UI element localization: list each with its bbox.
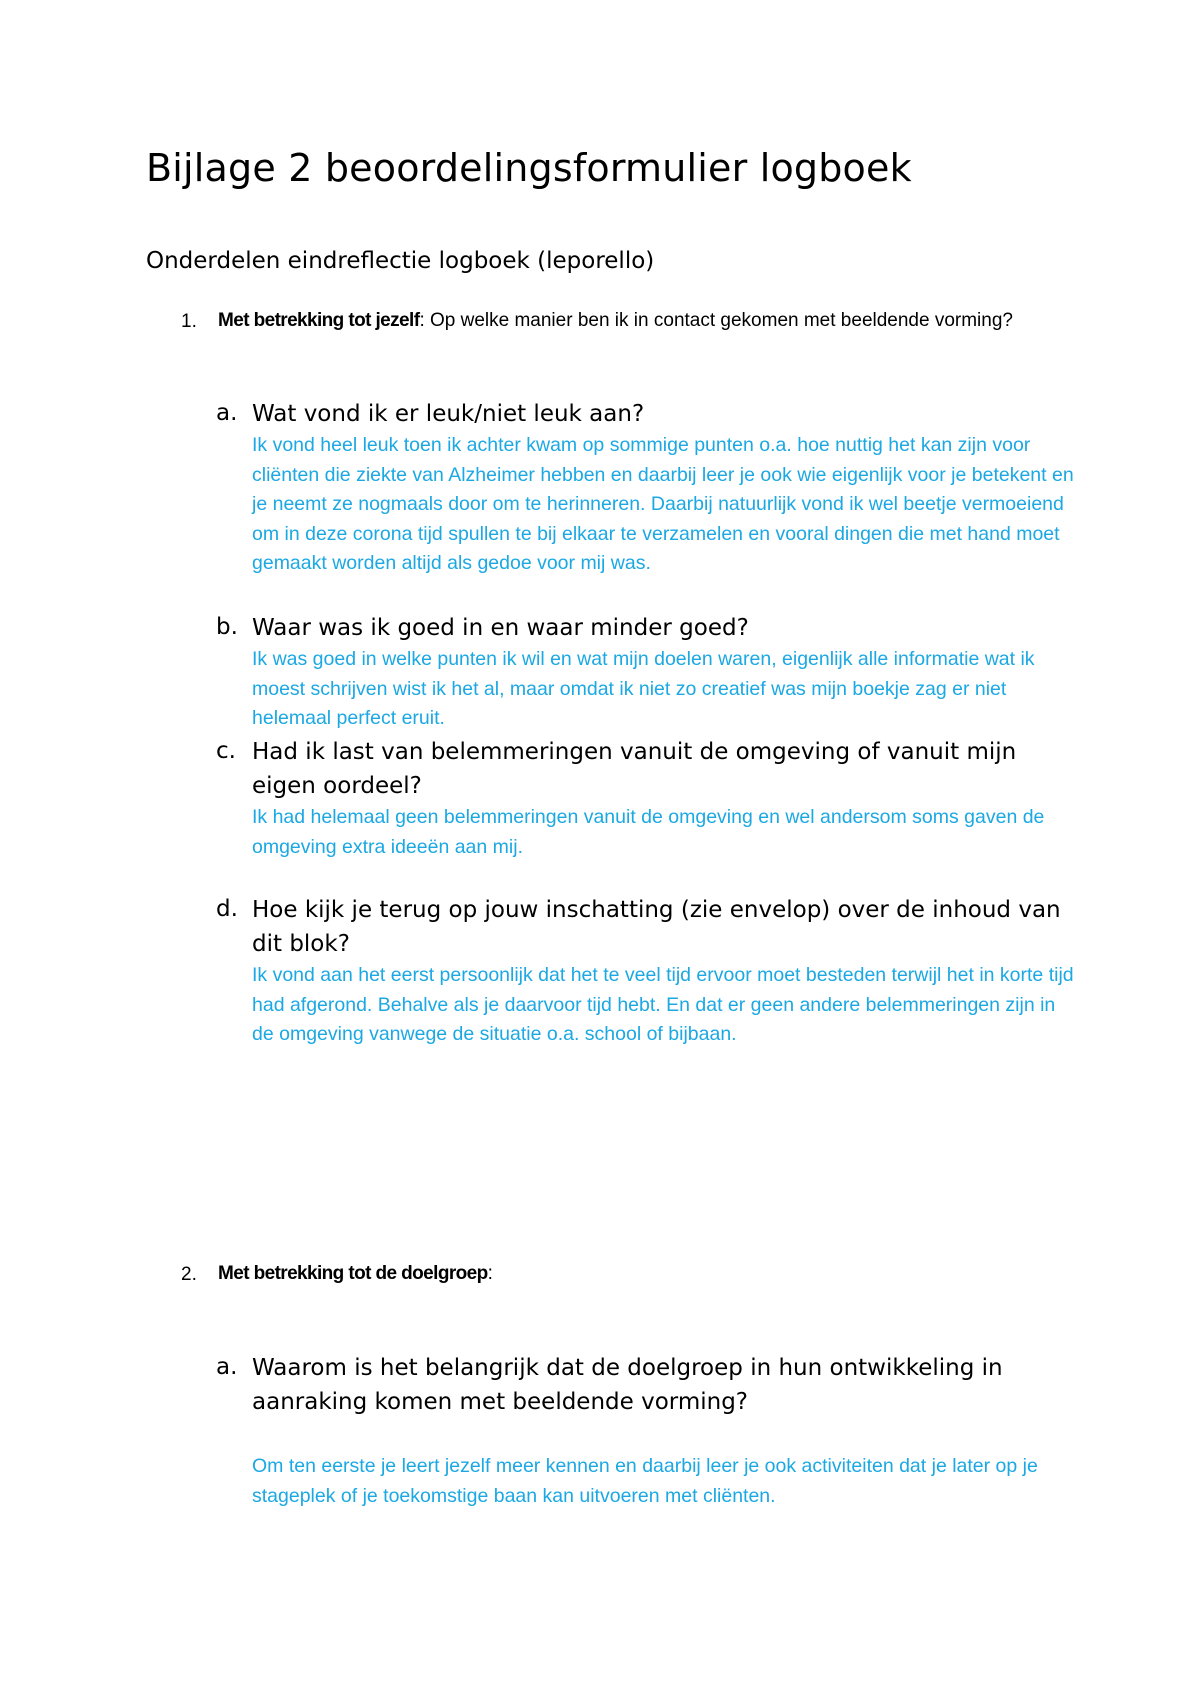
question-1d-letter: d. — [216, 896, 238, 922]
section-1-number: 1. — [181, 311, 197, 332]
section-2-number: 2. — [181, 1264, 197, 1285]
section-1-bold-label: Met betrekking tot jezelf — [218, 310, 420, 331]
question-1b-letter: b. — [216, 614, 238, 640]
document-subtitle: Onderdelen eindreflectie logboek (leporello) — [146, 248, 655, 274]
answer-1b: Ik was goed in welke punten ik wil en wat mijn doelen waren, eigenlijk alle informatie wat ik moest schrijven wist ik het al, maar omdat ik niet zo creatief was mijn boekje zag er niet helemaal perfect eruit. — [252, 648, 1035, 730]
answer-1d: Ik vond aan het eerst persoonlijk dat het te veel tijd ervoor moet besteden terwijl het in korte tijd had afgerond. Behalve als je daarvoor tijd hebt. En dat er geen andere belemmeringen zijn in de omgeving vanwege de situatie o.a. school of bijbaan. — [252, 964, 1074, 1046]
section-2-colon: : — [487, 1263, 493, 1284]
section-1-heading — [218, 306, 1038, 336]
answer-1a: Ik vond heel leuk toen ik achter kwam op sommige punten o.a. hoe nuttig het kan zijn voor cliënten die ziekte van Alzheimer hebben en daarbij leer je ook wie eigenlijk voor je betekent en je neemt ze nogmaals door om te herinneren. Daarbij natuurlijk vond ik wel beetje vermoeiend om in deze corona tijd spullen te bij elkaar te verzamelen en vooral dingen die met hand moet gemaakt worden altijd als gedoe voor mij was. — [252, 434, 1074, 575]
document-title: Bijlage 2 beoordelingsformulier logboek — [146, 146, 912, 190]
question-1c-letter: c. — [216, 738, 236, 764]
question-1a-letter: a. — [216, 400, 238, 426]
answer-2a: Om ten eerste je leert jezelf meer kennen en daarbij leer je ook activiteiten dat je later op je stageplek of je toekomstige baan kan uitvoeren met cliënten. — [252, 1455, 1038, 1507]
section-2-heading — [218, 1259, 1038, 1289]
question-2a-letter: a. — [216, 1354, 238, 1380]
question-1a-text: Wat vond ik er leuk/niet leuk aan? — [252, 401, 645, 427]
section-2-bold-label: Met betrekking tot de doelgroep — [218, 1263, 488, 1284]
answer-1c: Ik had helemaal geen belemmeringen vanuit de omgeving en wel andersom soms gaven de omgeving extra ideeën aan mij. — [252, 806, 1045, 858]
question-1b-text: Waar was ik goed in en waar minder goed? — [252, 615, 749, 641]
question-1c-text: Had ik last van belemmeringen vanuit de omgeving of vanuit mijn eigen oordeel? — [252, 739, 1017, 799]
section-1-question: : Op welke manier ben ik in contact gekomen met beeldende vorming? — [419, 310, 1013, 331]
question-1d-text: Hoe kijk je terug op jouw inschatting (zie envelop) over de inhoud van dit blok? — [252, 897, 1061, 957]
question-2a-text: Waarom is het belangrijk dat de doelgroep in hun ontwikkeling in aanraking komen met beeldende vorming? — [252, 1355, 1003, 1415]
